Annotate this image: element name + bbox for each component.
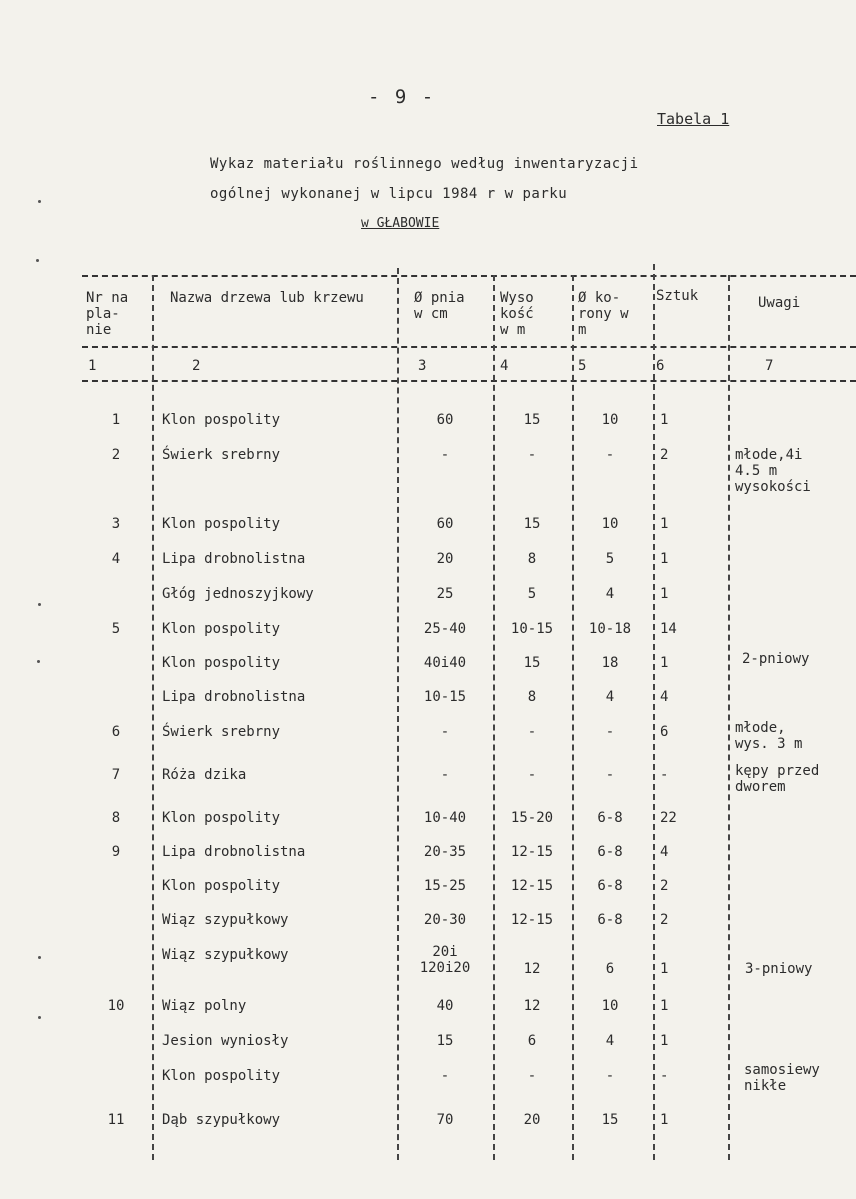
row-1-crown: 10: [601, 412, 619, 428]
row-6-nr: 5: [111, 621, 121, 637]
row-13-trunk: 15-25: [423, 878, 467, 894]
margin-speck: [37, 660, 40, 663]
row-18-height: -: [527, 1068, 537, 1084]
page-number: - 9 -: [368, 86, 436, 108]
row-8-name: Lipa drobnolistna: [162, 689, 306, 705]
header-trunk-diameter: Ø pnia w cm: [414, 290, 465, 322]
row-12-count: 4: [660, 844, 669, 860]
margin-speck: [38, 200, 41, 203]
row-1-trunk: 60: [436, 412, 454, 428]
col-number-5: 5: [578, 358, 587, 374]
row-2-trunk: -: [440, 447, 450, 463]
title-line-1: Wykaz materiału roślinnego według inwentaryzacji: [210, 156, 639, 172]
row-8-crown: 4: [605, 689, 615, 705]
row-15-name: Wiąz szypułkowy: [162, 947, 289, 963]
header-remarks: Uwagi: [758, 295, 801, 311]
row-4-nr: 4: [111, 551, 121, 567]
row-2-remarks: młode,4i 4.5 m wysokości: [735, 447, 811, 495]
col-number-2: 2: [192, 358, 201, 374]
row-2-count: 2: [660, 447, 669, 463]
header-nr: Nr na pla- nie: [86, 290, 129, 338]
col-divider-3: [493, 275, 495, 1160]
row-3-name: Klon pospolity: [162, 516, 281, 532]
row-9-crown: -: [605, 724, 615, 740]
row-11-nr: 8: [111, 810, 121, 826]
col-number-1: 1: [88, 358, 97, 374]
row-6-name: Klon pospolity: [162, 621, 281, 637]
row-3-crown: 10: [601, 516, 619, 532]
row-15-height: 12: [523, 961, 541, 977]
col-number-3: 3: [418, 358, 427, 374]
row-13-crown: 6-8: [597, 878, 623, 894]
header-crown-diameter: Ø ko- rony w m: [578, 290, 629, 338]
row-16-height: 12: [523, 998, 541, 1014]
row-9-count: 6: [660, 724, 669, 740]
place-name: w GŁABOWIE: [361, 216, 440, 231]
row-19-crown: 15: [601, 1112, 619, 1128]
row-12-height: 12-15: [510, 844, 554, 860]
row-7-name: Klon pospolity: [162, 655, 281, 671]
row-4-name: Lipa drobnolistna: [162, 551, 306, 567]
row-18-remarks: samosiewy nikłe: [744, 1062, 820, 1094]
row-11-trunk: 10-40: [423, 810, 467, 826]
row-6-count: 14: [660, 621, 677, 637]
row-11-crown: 6-8: [597, 810, 623, 826]
row-3-trunk: 60: [436, 516, 454, 532]
row-17-count: 1: [660, 1033, 669, 1049]
row-12-trunk: 20-35: [423, 844, 467, 860]
col-divider-5: [653, 264, 655, 1160]
row-17-height: 6: [527, 1033, 537, 1049]
row-9-trunk: -: [440, 724, 450, 740]
row-5-count: 1: [660, 586, 669, 602]
header-height: Wyso kość w m: [500, 290, 534, 338]
row-16-trunk: 40: [436, 998, 454, 1014]
row-6-height: 10-15: [510, 621, 554, 637]
row-18-name: Klon pospolity: [162, 1068, 281, 1084]
row-4-crown: 5: [605, 551, 615, 567]
row-13-count: 2: [660, 878, 669, 894]
row-5-height: 5: [527, 586, 537, 602]
row-19-nr: 11: [107, 1112, 125, 1128]
row-10-height: -: [527, 767, 537, 783]
margin-speck: [36, 259, 39, 262]
row-6-crown: 10-18: [588, 621, 632, 637]
row-5-crown: 4: [605, 586, 615, 602]
row-15-remarks: 3-pniowy: [745, 961, 813, 977]
row-10-crown: -: [605, 767, 615, 783]
row-17-name: Jesion wyniosły: [162, 1033, 289, 1049]
row-5-name: Głóg jednoszyjkowy: [162, 586, 314, 602]
row-8-trunk: 10-15: [423, 689, 467, 705]
margin-speck: [38, 1016, 41, 1019]
row-1-nr: 1: [111, 412, 121, 428]
row-7-height: 15: [523, 655, 541, 671]
row-2-name: Świerk srebrny: [162, 447, 281, 463]
title-line-2: ogólnej wykonanej w lipcu 1984 r w parku: [210, 186, 568, 202]
row-12-crown: 6-8: [597, 844, 623, 860]
row-14-name: Wiąz szypułkowy: [162, 912, 289, 928]
row-7-remarks: 2-pniowy: [742, 651, 810, 667]
row-7-count: 1: [660, 655, 669, 671]
row-19-height: 20: [523, 1112, 541, 1128]
row-10-count: -: [660, 767, 669, 783]
margin-speck: [38, 603, 41, 606]
header-bottom-rule: [82, 346, 856, 348]
row-7-trunk: 40i40: [423, 655, 467, 671]
col-number-4: 4: [500, 358, 509, 374]
row-10-name: Róża dzika: [162, 767, 247, 783]
row-11-name: Klon pospolity: [162, 810, 281, 826]
row-4-count: 1: [660, 551, 669, 567]
row-3-count: 1: [660, 516, 669, 532]
table-top-rule: [82, 275, 856, 277]
row-18-count: -: [660, 1068, 669, 1084]
row-14-crown: 6-8: [597, 912, 623, 928]
table-label: Tabela 1: [657, 110, 730, 128]
row-16-count: 1: [660, 998, 669, 1014]
row-7-crown: 18: [601, 655, 619, 671]
row-19-trunk: 70: [436, 1112, 454, 1128]
row-13-name: Klon pospolity: [162, 878, 281, 894]
header-name: Nazwa drzewa lub krzewu: [170, 290, 364, 306]
row-5-trunk: 25: [436, 586, 454, 602]
header-count: Sztuk: [656, 288, 699, 304]
row-14-height: 12-15: [510, 912, 554, 928]
row-14-count: 2: [660, 912, 669, 928]
row-6-trunk: 25-40: [423, 621, 467, 637]
row-15-crown: 6: [605, 961, 615, 977]
row-16-name: Wiąz polny: [162, 998, 247, 1014]
row-3-height: 15: [523, 516, 541, 532]
row-1-height: 15: [523, 412, 541, 428]
row-15-count: 1: [660, 961, 669, 977]
row-2-nr: 2: [111, 447, 121, 463]
row-11-height: 15-20: [510, 810, 554, 826]
row-13-height: 12-15: [510, 878, 554, 894]
row-2-height: -: [527, 447, 537, 463]
row-2-crown: -: [605, 447, 615, 463]
row-9-name: Świerk srebrny: [162, 724, 281, 740]
col-number-6: 6: [656, 358, 665, 374]
col-divider-2: [397, 268, 399, 1160]
row-12-nr: 9: [111, 844, 121, 860]
row-19-count: 1: [660, 1112, 669, 1128]
row-1-count: 1: [660, 412, 669, 428]
row-9-remarks: młode, wys. 3 m: [735, 720, 803, 752]
col-divider-4: [572, 275, 574, 1160]
row-3-nr: 3: [111, 516, 121, 532]
row-18-trunk: -: [440, 1068, 450, 1084]
row-10-remarks: kępy przed dworem: [735, 763, 820, 795]
row-16-crown: 10: [601, 998, 619, 1014]
row-19-name: Dąb szypułkowy: [162, 1112, 281, 1128]
row-10-trunk: -: [440, 767, 450, 783]
row-9-nr: 6: [111, 724, 121, 740]
row-4-trunk: 20: [436, 551, 454, 567]
row-8-height: 8: [527, 689, 537, 705]
col-number-7: 7: [765, 358, 774, 374]
margin-speck: [38, 956, 41, 959]
row-10-nr: 7: [111, 767, 121, 783]
row-9-height: -: [527, 724, 537, 740]
row-14-trunk: 20-30: [423, 912, 467, 928]
row-18-crown: -: [605, 1068, 615, 1084]
row-12-name: Lipa drobnolistna: [162, 844, 306, 860]
row-1-name: Klon pospolity: [162, 412, 281, 428]
col-divider-6: [728, 275, 730, 1160]
row-15-trunk: 20i 120i20: [419, 944, 471, 976]
column-numbers-rule: [82, 380, 856, 382]
row-16-nr: 10: [107, 998, 125, 1014]
row-4-height: 8: [527, 551, 537, 567]
row-17-crown: 4: [605, 1033, 615, 1049]
row-8-count: 4: [660, 689, 669, 705]
row-11-count: 22: [660, 810, 677, 826]
col-divider-1: [152, 275, 154, 1160]
row-17-trunk: 15: [436, 1033, 454, 1049]
